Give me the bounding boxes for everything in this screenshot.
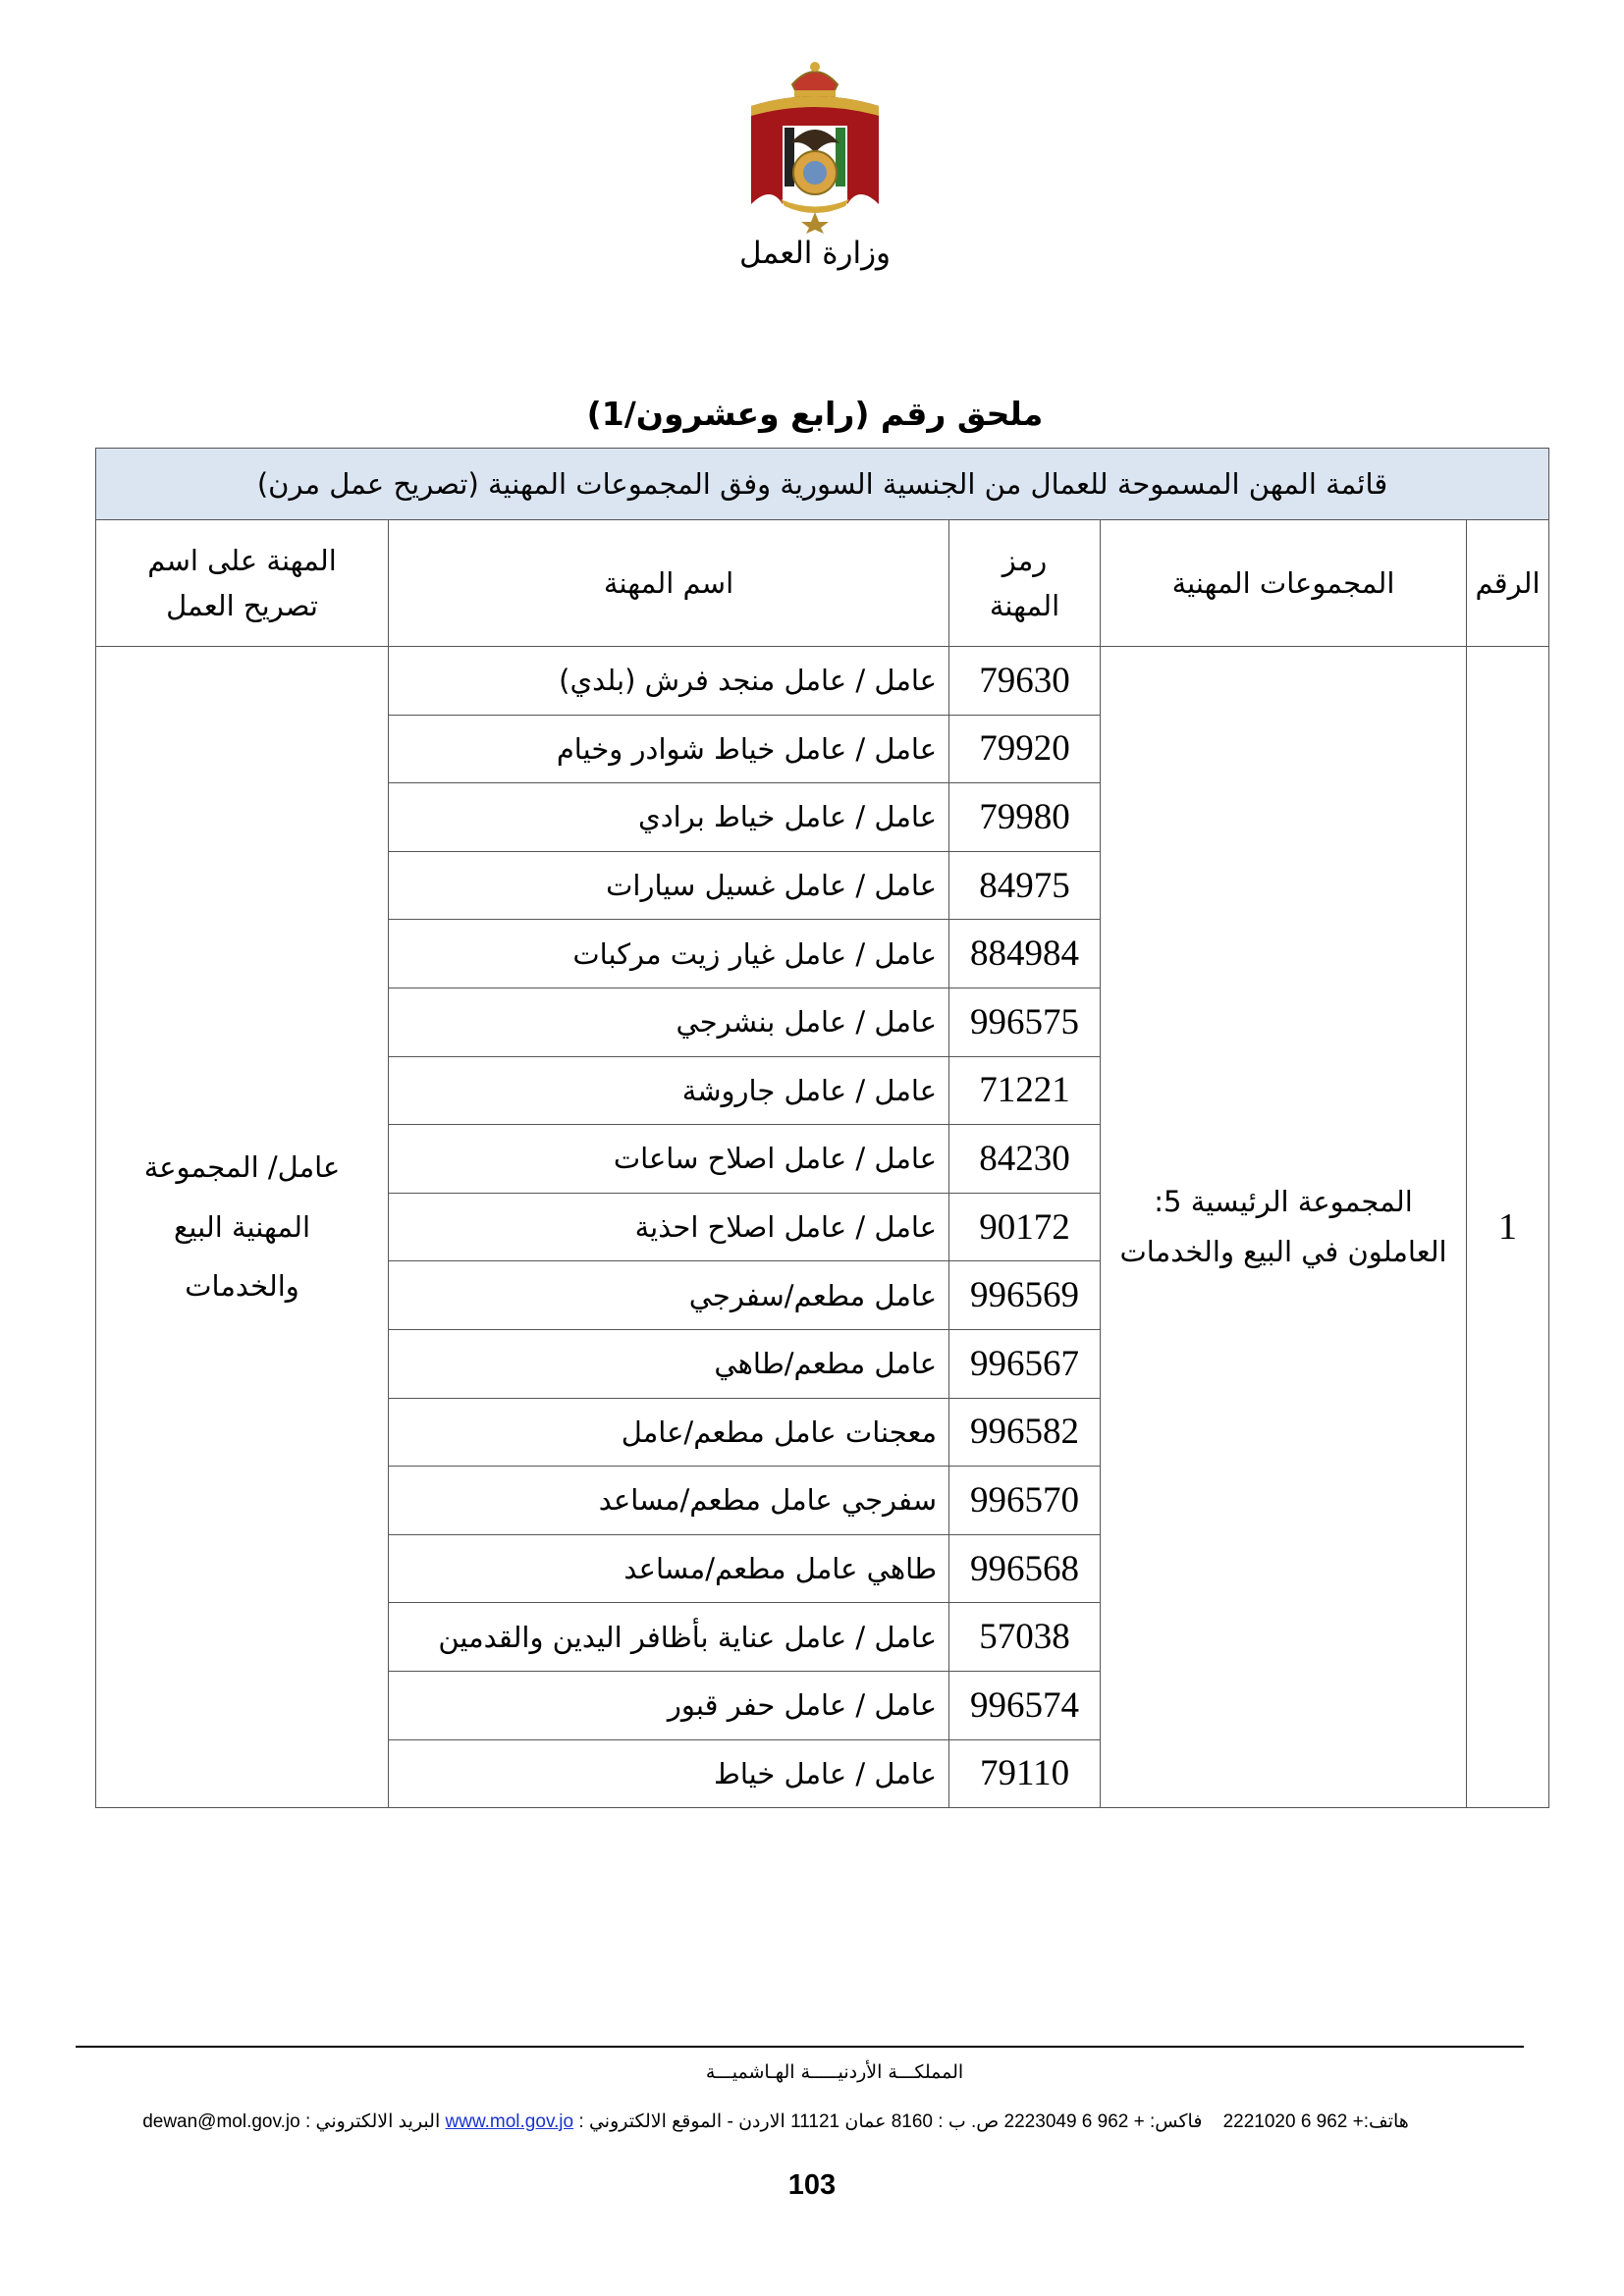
annex-title: ملحق رقم (رابع وعشرون/1) xyxy=(586,395,1044,433)
footer-address: ص. ب : 8160 عمان 11121 الاردن - الموقع الالكتروني : xyxy=(578,2111,1000,2132)
occupation-code: 884984 xyxy=(949,920,1101,988)
coat-of-arms-emblem xyxy=(731,57,898,234)
table-caption: قائمة المهن المسموحة للعمال من الجنسية السورية وفق المجموعات المهنية (تصريح عمل مرن) xyxy=(96,449,1549,520)
occupation-code: 84975 xyxy=(949,851,1101,920)
occupation-name: عامل / عامل غيار زيت مركبات xyxy=(389,920,949,988)
footer-divider xyxy=(76,2046,1524,2048)
occupation-code: 996582 xyxy=(949,1398,1101,1467)
permit-occupation-permit-line3: والخدمات xyxy=(185,1269,299,1304)
occupation-code: 79110 xyxy=(949,1739,1101,1808)
occupation-name: عامل / عامل اصلاح احذية xyxy=(389,1193,949,1261)
occupation-name: عامل / عامل بنشرجي xyxy=(389,988,949,1056)
table-header-row xyxy=(96,520,1549,647)
occupational-group-group-line2: العاملون في البيع والخدمات xyxy=(1119,1235,1447,1269)
occupation-code: 996569 xyxy=(949,1261,1101,1330)
header-code xyxy=(949,520,1101,647)
occupation-code: 996567 xyxy=(949,1329,1101,1398)
occupation-name: عامل / عامل منجد فرش (بلدي) xyxy=(389,647,949,716)
occupation-name: عامل مطعم/طاهي xyxy=(389,1329,949,1398)
header-code-line1: رمز xyxy=(1001,543,1048,577)
occupation-code: 79980 xyxy=(949,783,1101,852)
header-groups: المجموعات المهنية xyxy=(1101,520,1467,647)
occupation-code: 996575 xyxy=(949,988,1101,1056)
occupation-name: عامل / عامل عناية بأظافر اليدين والقدمين xyxy=(389,1603,949,1672)
occupation-name: عامل / عامل خياط برادي xyxy=(389,783,949,852)
occupation-name: عامل / عامل حفر قبور xyxy=(389,1671,949,1739)
occupation-name: عامل / عامل خياط xyxy=(389,1739,949,1808)
header-permit-line1: المهنة على اسم xyxy=(147,543,337,577)
table-row xyxy=(96,647,1549,716)
permit-occupation-permit-line2: المهنية البيع xyxy=(173,1209,311,1244)
occupations-table xyxy=(95,448,1549,1808)
occupation-name: سفرجي عامل مطعم/مساعد xyxy=(389,1467,949,1535)
footer-country: المملكـــة الأردنيـــــة الهـاشميـــة xyxy=(705,2061,964,2083)
page-number: 103 xyxy=(787,2169,837,2201)
permit-occupation-cell xyxy=(96,647,389,1808)
table-body xyxy=(96,647,1549,1808)
occupation-code: 996568 xyxy=(949,1534,1101,1603)
occupation-name: معجنات عامل مطعم/عامل xyxy=(389,1398,949,1467)
group-number-cell: 1 xyxy=(1467,647,1549,1808)
occupation-code: 79920 xyxy=(949,715,1101,783)
occupation-name: عامل / عامل جاروشة xyxy=(389,1056,949,1125)
footer-contact xyxy=(59,2110,1492,2133)
occupation-name: عامل / عامل غسيل سيارات xyxy=(389,851,949,920)
header-code-line2: المهنة xyxy=(989,589,1060,622)
occupation-name: طاهي عامل مطعم/مساعد xyxy=(389,1534,949,1603)
occupation-name: عامل / عامل اصلاح ساعات xyxy=(389,1125,949,1194)
occupation-name: عامل مطعم/سفرجي xyxy=(389,1261,949,1330)
occupation-code: 57038 xyxy=(949,1603,1101,1672)
permit-occupation-permit-line1: عامل/ المجموعة xyxy=(143,1149,341,1184)
header-permit-occupation xyxy=(96,520,389,647)
header-occupation-name: اسم المهنة xyxy=(389,520,949,647)
footer-website-link[interactable]: www.mol.gov.jo xyxy=(445,2111,574,2132)
occupation-code: 71221 xyxy=(949,1056,1101,1125)
occupation-code: 90172 xyxy=(949,1193,1101,1261)
occupation-name: عامل / عامل خياط شوادر وخيام xyxy=(389,715,949,783)
ministry-name: وزارة العمل xyxy=(738,236,892,271)
occupation-code: 996574 xyxy=(949,1671,1101,1739)
footer-email: dewan@mol.gov.jo xyxy=(142,2111,300,2132)
occupation-code: 79630 xyxy=(949,647,1101,716)
footer-fax: فاكس: + 962 6 2223049 xyxy=(1003,2111,1203,2132)
header-number: الرقم xyxy=(1467,520,1549,647)
header-permit-line2: تصريح العمل xyxy=(166,589,318,622)
occupation-code: 996570 xyxy=(949,1467,1101,1535)
footer-email-label: البريد الالكتروني : xyxy=(304,2111,441,2132)
footer-phone: هاتف:+ 962 6 2221020 xyxy=(1222,2111,1409,2132)
occupation-code: 84230 xyxy=(949,1125,1101,1194)
occupational-group-group-line1: المجموعة الرئيسية 5: xyxy=(1154,1185,1413,1219)
occupational-group-cell xyxy=(1101,647,1467,1808)
